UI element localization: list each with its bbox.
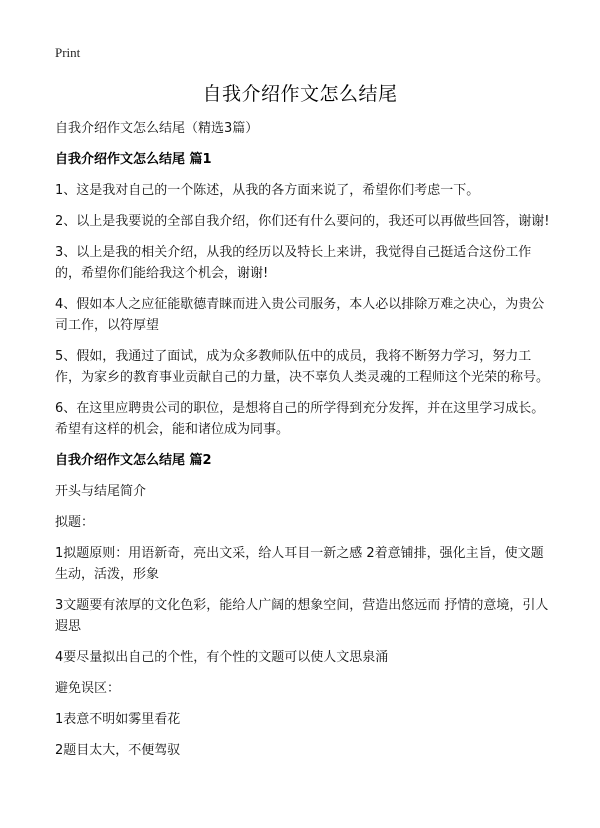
paragraph: 3文题要有浓厚的文化色彩，能给人广阔的想象空间，营造出悠远而 抒情的意境，引人遐思 (55, 598, 549, 634)
print-label[interactable]: Print (55, 45, 81, 60)
subtitle: 自我介绍作文怎么结尾（精选3篇） (55, 121, 259, 136)
paragraph: 6、在这里应聘贵公司的职位，是想将自己的所学得到充分发挥，并在这里学习成长。希望有这样的机会，能和诸位成为同事。 (55, 401, 545, 437)
page-title: 自我介绍作文怎么结尾 (202, 83, 398, 105)
paragraph: 1、这是我对自己的一个陈述，从我的各方面来说了，希望你们考虑一下。 (55, 183, 480, 198)
paragraph: 避免误区： (55, 681, 121, 696)
document-body (55, 118, 550, 771)
paragraph: 2题目太大，不便驾驭 (55, 743, 181, 758)
paragraph: 4、假如本人之应征能歇德青睐而进入贵公司服务，本人必以排除万难之决心，为贵公司工作，以符厚望 (55, 297, 545, 333)
paragraph: 5、假如，我通过了面试，成为众多教师队伍中的成员，我将不断努力学习，努力工作，为家乡的教育事业贡献自己的力量，决不辜负人类灵魂的工程师这个光荣的称号。 (55, 349, 550, 385)
paragraph: 1表意不明如雾里看花 (55, 712, 181, 727)
paragraph: 1拟题原则：用语新奇，亮出文采，给人耳目一新之感 2着意铺排，强化主旨，使文题生动，活泼，形象 (55, 546, 544, 582)
paragraph: 拟题： (55, 515, 95, 530)
paragraph: 开头与结尾简介 (55, 484, 147, 499)
section-1-heading: 自我介绍作文怎么结尾 篇1 (55, 152, 212, 167)
paragraph: 3、以上是我的相关介绍，从我的经历以及特长上来讲，我觉得自己挺适合这份工作的，希望你们能给我这个机会，谢谢! (55, 245, 532, 281)
paragraph: 4要尽量拟出自己的个性，有个性的文题可以使人文思泉涌 (55, 650, 389, 665)
section-2-heading: 自我介绍作文怎么结尾 篇2 (55, 453, 212, 468)
paragraph: 2、以上是我要说的全部自我介绍，你们还有什么要问的，我还可以再做些回答，谢谢! (55, 214, 550, 229)
